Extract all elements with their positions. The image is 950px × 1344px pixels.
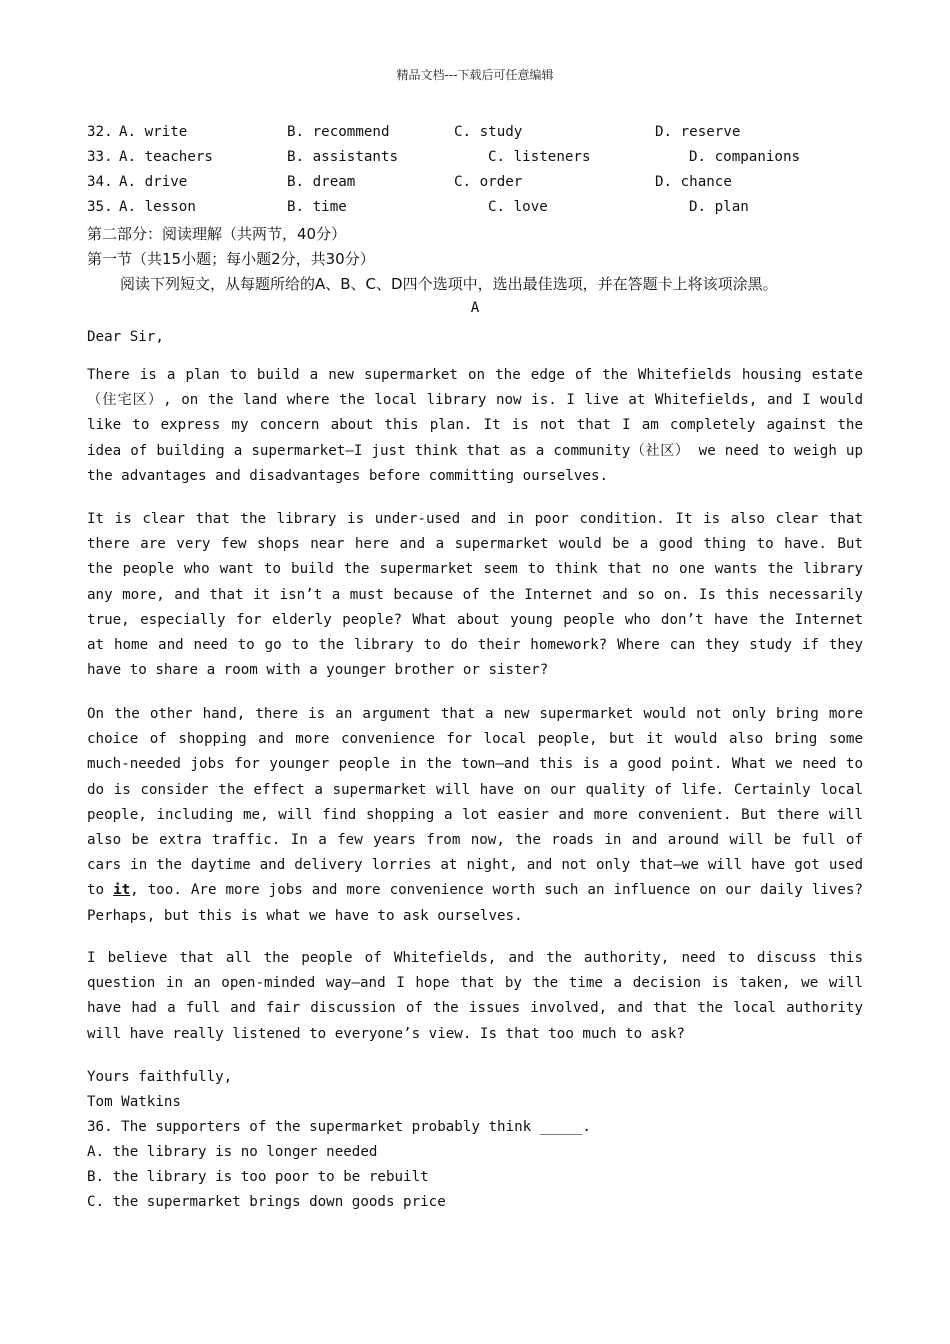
option-c: C. study (454, 124, 523, 140)
letter-greeting: Dear Sir, (87, 329, 164, 345)
option-d: D. reserve (655, 124, 741, 140)
option-b: B. assistants (287, 149, 399, 165)
paragraph-text-before: On the other hand, there is an argument that a new supermarket would not only bring more choice of shopping and more convenience for local people, but it would also bring some much-needed jobs for younger people in the town—and this is a good point. What we need to do is consider the effect a supermarket will have on our quality of life. Certainly local people, including me, will find shopping a lot easier and more convenient. But there will also be extra traffic. In a few years from now, the roads in and around will be full of cars in the daytime and delivery lorries at night, and not only that—we will have got used to (87, 706, 863, 899)
option-b: B. time (287, 199, 347, 215)
option-a: A. lesson (119, 199, 196, 215)
option-d: D. plan (689, 199, 749, 215)
option-b: B. dream (287, 174, 356, 190)
option-c: C. order (454, 174, 523, 190)
option-c: C. love (488, 199, 548, 215)
letter-closing: Yours faithfully, (87, 1069, 233, 1085)
question-number: 35. (87, 199, 113, 215)
option-a: A. teachers (119, 149, 213, 165)
letter-paragraph-4: I believe that all the people of Whitefields, and the authority, need to discuss this question in an open-minded way—and I hope that by the time a decision is taken, we will have had a full and fair discussion of the issues involved, and that the local authority will have really listened to everyone’s view. Is that too much to ask? (87, 950, 863, 1042)
letter-paragraph-1: There is a plan to build a new supermarket on the edge of the Whitefields housing estate（住宅区）, on the land where the local library now is. I live at Whitefields, and I would like to express my concern about this plan. It is not that I am completely against the idea of building a supermarket—I just think that as a community（社区） we need to weigh up the advantages and disadvantages before committing ourselves. (87, 367, 863, 484)
question-choice-c: C. the supermarket brings down goods price (87, 1194, 446, 1210)
passage-label: A (470, 300, 480, 316)
question-number: 33. (87, 149, 113, 165)
option-a: A. drive (119, 174, 188, 190)
letter-paragraph-3 (87, 702, 863, 929)
question-number: 32. (87, 124, 113, 140)
section-subtitle: 第一节（共15小题；每小题2分，共30分） (87, 250, 375, 268)
question-choice-b: B. the library is too poor to be rebuilt (87, 1169, 429, 1185)
letter-paragraph-2: It is clear that the library is under-used and in poor condition. It is also clear that there are very few shops near here and a supermarket would be a good thing to have. But the people who want to build the supermarket seem to think that no one wants the library any more, and that it isn’t a must because of the Internet and so on. Is this necessarily true, especially for elderly people? What about young people who don’t have the Internet at home and need to go to the library to do their homework? Where can they study if they have to share a room with a younger brother or sister? (87, 511, 863, 679)
option-a: A. write (119, 124, 188, 140)
option-b: B. recommend (287, 124, 390, 140)
question-choice-a: A. the library is no longer needed (87, 1144, 378, 1160)
letter-signature: Tom Watkins (87, 1094, 181, 1110)
option-c: C. listeners (488, 149, 591, 165)
question-stem: 36. The supporters of the supermarket probably think _____. (87, 1119, 591, 1135)
instruction-text: 阅读下列短文，从每题所给的A、B、C、D四个选项中，选出最佳选项，并在答题卡上将该项涂黑。 (120, 275, 778, 293)
paragraph-text-after: , too. Are more jobs and more convenience worth such an influence on our daily lives? Perhaps, but this is what we have to ask ourselves. (87, 882, 863, 924)
question-number: 34. (87, 174, 113, 190)
option-d: D. companions (689, 149, 801, 165)
page-header: 精品文档---下载后可任意编辑 (396, 68, 554, 82)
option-d: D. chance (655, 174, 732, 190)
part-title: 第二部分：阅读理解（共两节，40分） (87, 225, 347, 243)
underlined-word: it (113, 882, 131, 899)
